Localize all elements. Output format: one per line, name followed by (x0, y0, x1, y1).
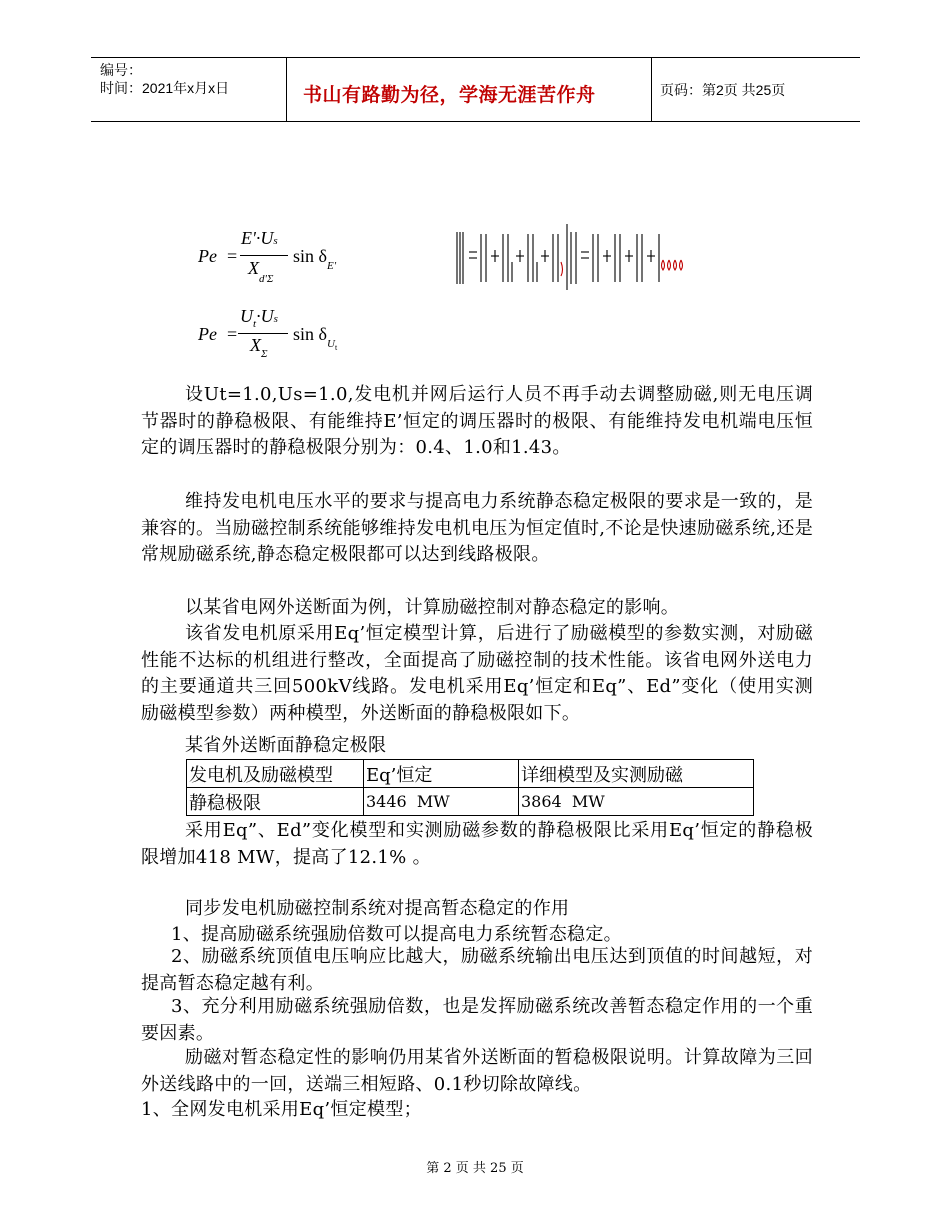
distorted-formula-image (455, 222, 685, 292)
formula-sine-term: $\sin \delta_{Ut}$ (293, 324, 338, 352)
formula-lhs: Pe (198, 324, 217, 344)
list-item-2: 2、励磁系统顶值电压响应比越大，励磁系统输出电压达到顶值的时间越短，对提高暂态稳定越有利。 (141, 946, 813, 994)
table-header-cell: Eq’恒定 (364, 760, 519, 788)
list-item-1: 1、提高励磁系统强励倍数可以提高电力系统暂态稳定。 (171, 924, 622, 945)
formula-lhs: Pe (198, 246, 217, 266)
formula-sine-term: $\sin \delta_{E'}$ (293, 246, 337, 272)
paragraph-result: 采用Eq”、Ed”变化模型和实测励磁参数的静稳极限比采用Eq’恒定的静稳极限增加418 MW，提高了12.1% 。 (141, 820, 813, 868)
list-item-model: 1、全网发电机采用Eq’恒定模型； (141, 1099, 422, 1120)
header-number-label: 编号： (100, 62, 142, 78)
header-bottom-rule (91, 121, 860, 122)
formula-static-power-ut (198, 302, 358, 362)
fraction-bar (238, 333, 288, 334)
paragraph-example-intro: 以某省电网外送断面为例，计算励磁控制对静态稳定的影响。 (185, 597, 680, 618)
table-caption: 某省外送断面静稳定极限 (185, 735, 387, 756)
paragraph-transient-example: 励磁对暂态稳定性的影响仍用某省外送断面的暂稳极限说明。计算故障为三回外送线路中的一回，送端三相短路、0.1秒切除故障线。 (141, 1047, 813, 1095)
formula-denominator: $X_{d'\Sigma}$ (248, 258, 274, 285)
table-header-cell: 详细模型及实测励磁 (519, 760, 754, 788)
header-top-rule (91, 57, 860, 58)
paragraph-voltage-compatibility: 维持发电机电压水平的要求与提高电力系统静态稳定极限的要求是一致的，是兼容的。当励磁控制系统能够维持发电机电压为恒定值时,不论是快速励磁系统,还是常规励磁系统,静态稳定极限都可以达到线路极限。 (141, 491, 813, 565)
header-divider (286, 58, 287, 121)
table-header-cell: 发电机及励磁模型 (187, 760, 364, 788)
page-footer: 第 2 页 共 25 页 (426, 1161, 524, 1176)
formula-equals: = (227, 246, 238, 266)
static-stability-table (186, 759, 754, 816)
paragraph-stability-limits: 设Ut=1.0,Us=1.0,发电机并网后运行人员不再手动去调整励磁,则无电压调节器时的静稳极限、有能维持E’恒定的调压器时的极限、有能维持发电机端电压恒定的调压器时的静稳极限分别为：0.4、1.0和1.43。 (141, 384, 813, 458)
table-cell: 3446 MW (364, 788, 519, 816)
formula-denominator: $X_\Sigma$ (250, 335, 268, 360)
table-cell: 3864 MW (519, 788, 754, 816)
formula-numerator: $U_t\cdot Us$ (240, 306, 278, 330)
formula-equals: = (227, 324, 238, 344)
table-header-row (187, 760, 754, 788)
list-item-3: 3、充分利用励磁系统强励倍数，也是发挥励磁系统改善暂态稳定作用的一个重要因素。 (141, 996, 813, 1044)
header-page-info: 页码：第2页 共25页 (660, 82, 786, 98)
header-motto: 书山有路勤为径，学海无涯苦作舟 (303, 84, 596, 106)
header-time-label: 时间：2021年x月x日 (100, 80, 230, 96)
table-cell: 静稳极限 (187, 788, 364, 816)
header-divider (651, 58, 652, 121)
table-row (187, 788, 754, 816)
paragraph-model-description: 该省发电机原采用Eq’恒定模型计算，后进行了励磁模型的参数实测，对励磁性能不达标的机组进行整改，全面提高了励磁控制的技术性能。该省电网外送电力的主要通道共三回500kV线路。发电机采用Eq’恒定和Eq”、Ed”变化（使用实测励磁模型参数）两种模型，外送断面的静稳极限如下。 (141, 623, 813, 724)
fraction-bar (240, 255, 288, 256)
section-heading-transient: 同步发电机励磁控制系统对提高暂态稳定的作用 (185, 898, 570, 919)
formula-numerator: E'·Us (241, 228, 278, 248)
formula-static-power-eprime (198, 222, 358, 288)
